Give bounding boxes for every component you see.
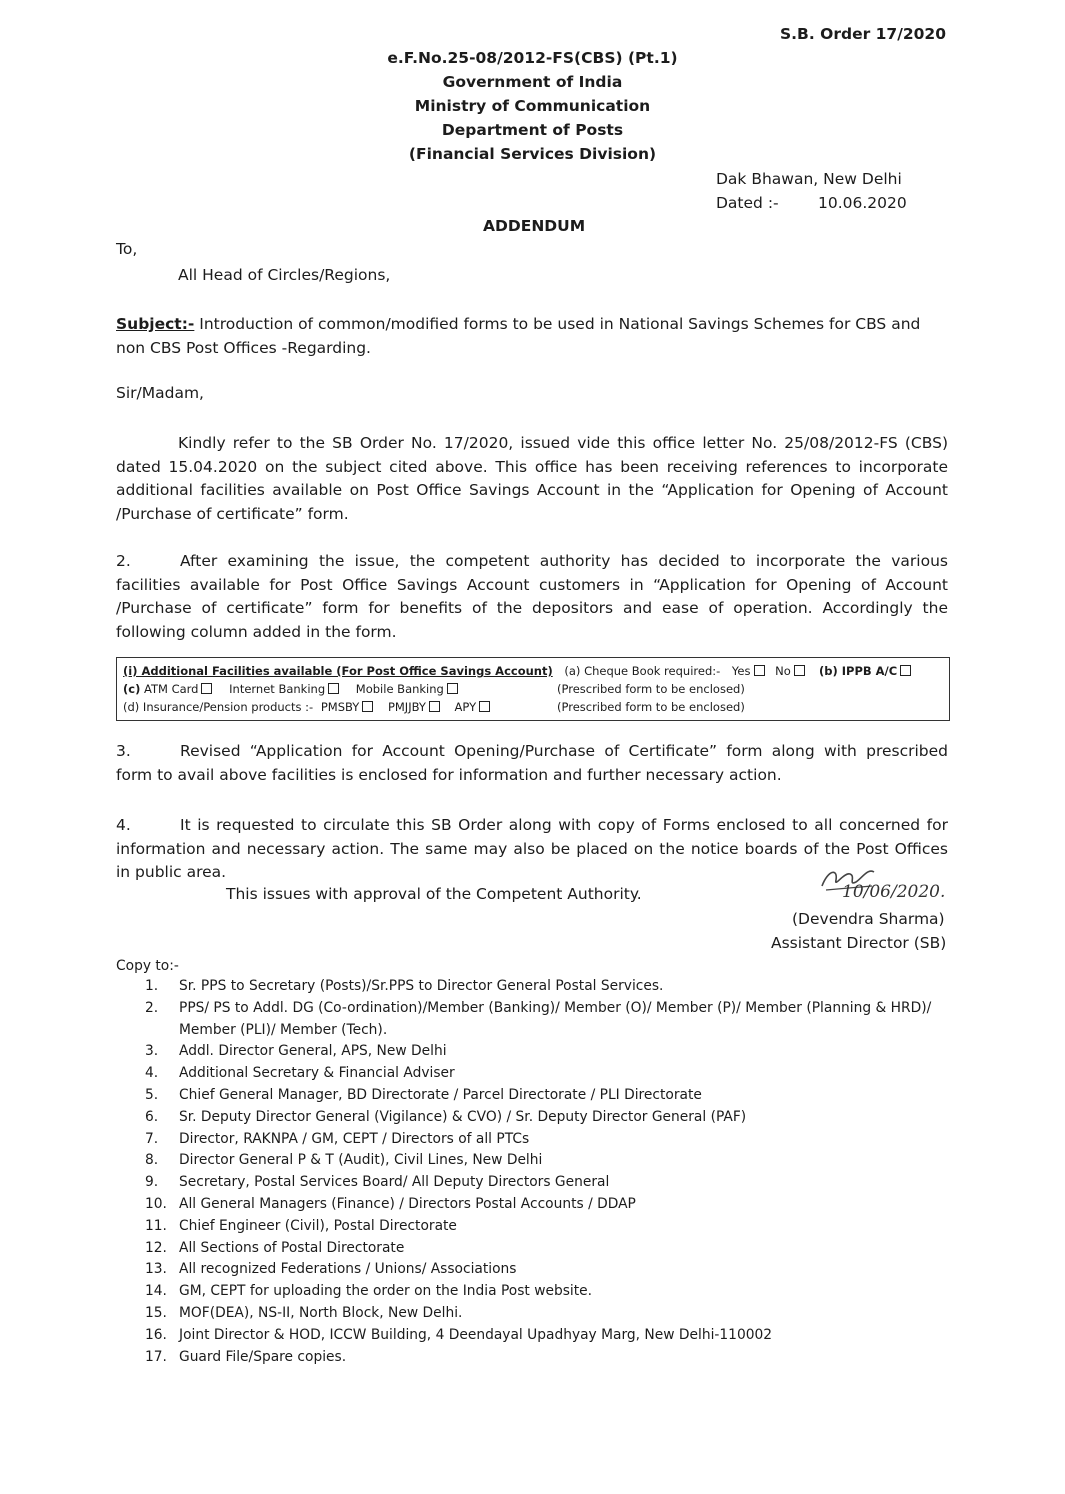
yes-label: Yes — [731, 664, 751, 678]
paragraph-4-line: It is requested to circulate this SB Order along with copy of Forms enclosed to all concerned for — [180, 816, 948, 834]
copy-to-item — [145, 1107, 945, 1129]
copy-to-label: Copy to:- — [116, 958, 179, 974]
dated-value: 10.06.2020 — [818, 194, 907, 212]
subject-block — [116, 313, 948, 360]
copy-to-item — [145, 1325, 945, 1347]
document-title: ADDENDUM — [483, 217, 586, 235]
copy-to-item-number: 7. — [145, 1130, 159, 1147]
paragraph-1-line: dated 15.04.2020 on the subject cited above. This office has been receiving references to incorporate — [116, 457, 948, 476]
copy-to-item-text: Sr. Deputy Director General (Vigilance) & CVO) / Sr. Deputy Director General (PAF) — [179, 1108, 747, 1125]
copy-to-item-text: All recognized Federations / Unions/ Associations — [179, 1261, 517, 1278]
division-name: (Financial Services Division) — [408, 145, 657, 163]
paragraph-2-line: following column added in the form. — [116, 622, 397, 641]
copy-to-item-number: 16. — [145, 1326, 167, 1343]
copy-to-item-text: Joint Director & HOD, ICCW Building, 4 Deendayal Upadhyay Marg, New Delhi-110002 — [179, 1326, 773, 1343]
handwritten-date: 10/06/2020. — [842, 882, 946, 902]
pmjjby-label: PMJJBY — [387, 700, 426, 714]
pmsby-label: PMSBY — [320, 700, 360, 714]
paragraph-3-line: Revised “Application for Account Opening/Purchase of Certificate” form along with prescribed — [180, 742, 948, 760]
copy-to-item-text: GM, CEPT for uploading the order on the India Post website. — [179, 1283, 593, 1300]
paragraph-2 — [116, 550, 948, 644]
file-number: e.F.No.25-08/2012-FS(CBS) (Pt.1) — [387, 49, 678, 67]
paragraph-3-line: form to avail above facilities is enclosed for information and further necessary action. — [116, 765, 782, 784]
copy-to-item — [145, 976, 945, 998]
copy-to-item-number: 1. — [145, 978, 159, 994]
yes-checkbox[interactable] — [754, 665, 765, 676]
copy-to-item — [145, 1194, 945, 1216]
copy-to-item-text: Additional Secretary & Financial Adviser — [179, 1065, 455, 1082]
ministry-name: Ministry of Communication — [414, 97, 651, 115]
copy-to-item-text: Chief General Manager, BD Directorate / Parcel Directorate / PLI Directorate — [179, 1086, 702, 1103]
paragraph-4-line: information and necessary action. The same may also be placed on the notice boards of the Post Offices — [116, 839, 948, 858]
ippb-label: (b) IPPB A/C — [819, 664, 898, 678]
copy-to-item — [145, 1063, 945, 1085]
copy-to-list — [145, 976, 945, 1368]
no-checkbox[interactable] — [794, 665, 805, 676]
copy-to-item-text: All General Managers (Finance) / Directors Postal Accounts / DDAP — [179, 1195, 636, 1212]
paragraph-1-line: /Purchase of certificate” form. — [116, 504, 349, 523]
copy-to-item-number: 15. — [145, 1304, 167, 1321]
copy-to-item — [145, 1281, 945, 1303]
copy-to-item-number: 6. — [145, 1108, 159, 1125]
subject-text-1: Introduction of common/modified forms to be used in National Savings Schemes for CBS and — [194, 315, 921, 333]
paragraph-3 — [116, 740, 948, 787]
internet-banking-checkbox[interactable] — [328, 683, 339, 694]
signatory-name: (Devendra Sharma) — [792, 910, 945, 928]
paragraph-1-line: Kindly refer to the SB Order No. 17/2020, issued vide this office letter No. 25/08/2012-FS (CBS) — [178, 434, 948, 452]
order-reference: S.B. Order 17/2020 — [780, 25, 946, 43]
copy-to-item — [145, 1129, 945, 1151]
copy-to-item-text: PPS/ PS to Addl. DG (Co-ordination)/Member (Banking)/ Member (O)/ Member (P)/ Member (Planning & HRD)/ Member (PLI)/ Member (Tech). — [179, 999, 932, 1038]
signatory-designation: Assistant Director (SB) — [771, 934, 947, 952]
copy-to-item — [145, 1347, 945, 1369]
atm-card-label: ATM Card — [144, 682, 199, 696]
paragraph-number: 4. — [116, 816, 131, 834]
copy-to-item — [145, 1238, 945, 1260]
dated-label: Dated :- — [716, 194, 779, 212]
no-label: No — [775, 664, 791, 678]
copy-to-item-number: 11. — [145, 1217, 167, 1234]
mobile-banking-checkbox[interactable] — [447, 683, 458, 694]
copy-to-item-number: 2. — [145, 999, 159, 1016]
paragraph-number: 2. — [116, 552, 131, 570]
copy-to-item — [145, 1150, 945, 1172]
atm-card-checkbox[interactable] — [201, 683, 212, 694]
paragraph-1-line: additional facilities available on Post Office Savings Account in the “Application for Opening of Account — [116, 481, 948, 499]
mobile-banking-label: Mobile Banking — [355, 682, 444, 696]
government-name: Government of India — [442, 73, 623, 91]
copy-to-item — [145, 1259, 945, 1281]
insurance-label: (d) Insurance/Pension products :- — [123, 700, 314, 714]
pmjjby-checkbox[interactable] — [429, 701, 440, 712]
copy-to-item-text: Director General P & T (Audit), Civil Lines, New Delhi — [179, 1152, 543, 1169]
approval-line: This issues with approval of the Competent Authority. — [226, 885, 642, 903]
subject-label: Subject:- — [116, 315, 195, 333]
subject-text-2: non CBS Post Offices -Regarding. — [116, 338, 371, 357]
copy-to-item — [145, 1041, 945, 1063]
copy-to-item-text: All Sections of Postal Directorate — [179, 1239, 405, 1256]
copy-to-item-text: Secretary, Postal Services Board/ All Deputy Directors General — [179, 1174, 610, 1191]
copy-to-item-number: 17. — [145, 1348, 167, 1365]
issue-place: Dak Bhawan, New Delhi — [716, 170, 902, 188]
copy-to-item-number: 8. — [145, 1152, 159, 1169]
copy-to-item-text: Guard File/Spare copies. — [179, 1348, 347, 1365]
form-column-extract — [116, 657, 950, 721]
copy-to-item-text: Chief Engineer (Civil), Postal Directorate — [179, 1217, 457, 1234]
paragraph-1 — [116, 432, 948, 526]
copy-to-item-number: 4. — [145, 1065, 159, 1082]
copy-to-item-text: Sr. PPS to Secretary (Posts)/Sr.PPS to Director General Postal Services. — [179, 978, 664, 994]
copy-to-item-number: 10. — [145, 1195, 167, 1212]
paragraph-2-line: /Purchase of certificate” form for benefits of the depositors and ease of operation. Accordingly the — [116, 599, 948, 617]
apy-checkbox[interactable] — [479, 701, 490, 712]
copy-to-item-number: 13. — [145, 1261, 167, 1278]
copy-to-item — [145, 1085, 945, 1107]
copy-to-item-number: 14. — [145, 1283, 167, 1300]
internet-banking-label: Internet Banking — [229, 682, 326, 696]
cheque-book-label: (a) Cheque Book required:- — [564, 664, 721, 678]
prescribed-form-note: (Prescribed form to be enclosed) — [557, 700, 745, 714]
department-name: Department of Posts — [441, 121, 624, 139]
copy-to-item — [145, 1172, 945, 1194]
paragraph-number: 3. — [116, 742, 131, 760]
copy-to-item-number: 12. — [145, 1239, 167, 1256]
ippb-checkbox[interactable] — [900, 665, 911, 676]
copy-to-item-number: 3. — [145, 1043, 159, 1060]
copy-to-item-number: 9. — [145, 1174, 159, 1191]
paragraph-2-line: After examining the issue, the competent authority has decided to incorporate the various — [180, 552, 948, 570]
atm-prefix: (c) — [123, 682, 141, 696]
addressee: All Head of Circles/Regions, — [178, 266, 391, 284]
prescribed-form-note: (Prescribed form to be enclosed) — [557, 682, 745, 696]
copy-to-item — [145, 1216, 945, 1238]
paragraph-2-line: facilities available for Post Office Savings Account customers in “Application for Opening of Account — [116, 575, 948, 594]
facilities-heading: (i) Additional Facilities available (For Post Office Savings Account) — [123, 664, 553, 678]
copy-to-item-text: MOF(DEA), NS-II, North Block, New Delhi. — [179, 1304, 463, 1321]
salutation: Sir/Madam, — [116, 384, 204, 402]
to-label: To, — [116, 240, 138, 258]
pmsby-checkbox[interactable] — [362, 701, 373, 712]
copy-to-item-text: Addl. Director General, APS, New Delhi — [179, 1043, 447, 1060]
copy-to-item-number: 5. — [145, 1086, 159, 1103]
paragraph-4-line: in public area. — [116, 863, 227, 881]
copy-to-item — [145, 998, 945, 1042]
copy-to-item — [145, 1303, 945, 1325]
apy-label: APY — [454, 700, 477, 714]
copy-to-item-text: Director, RAKNPA / GM, CEPT / Directors of all PTCs — [179, 1130, 530, 1147]
